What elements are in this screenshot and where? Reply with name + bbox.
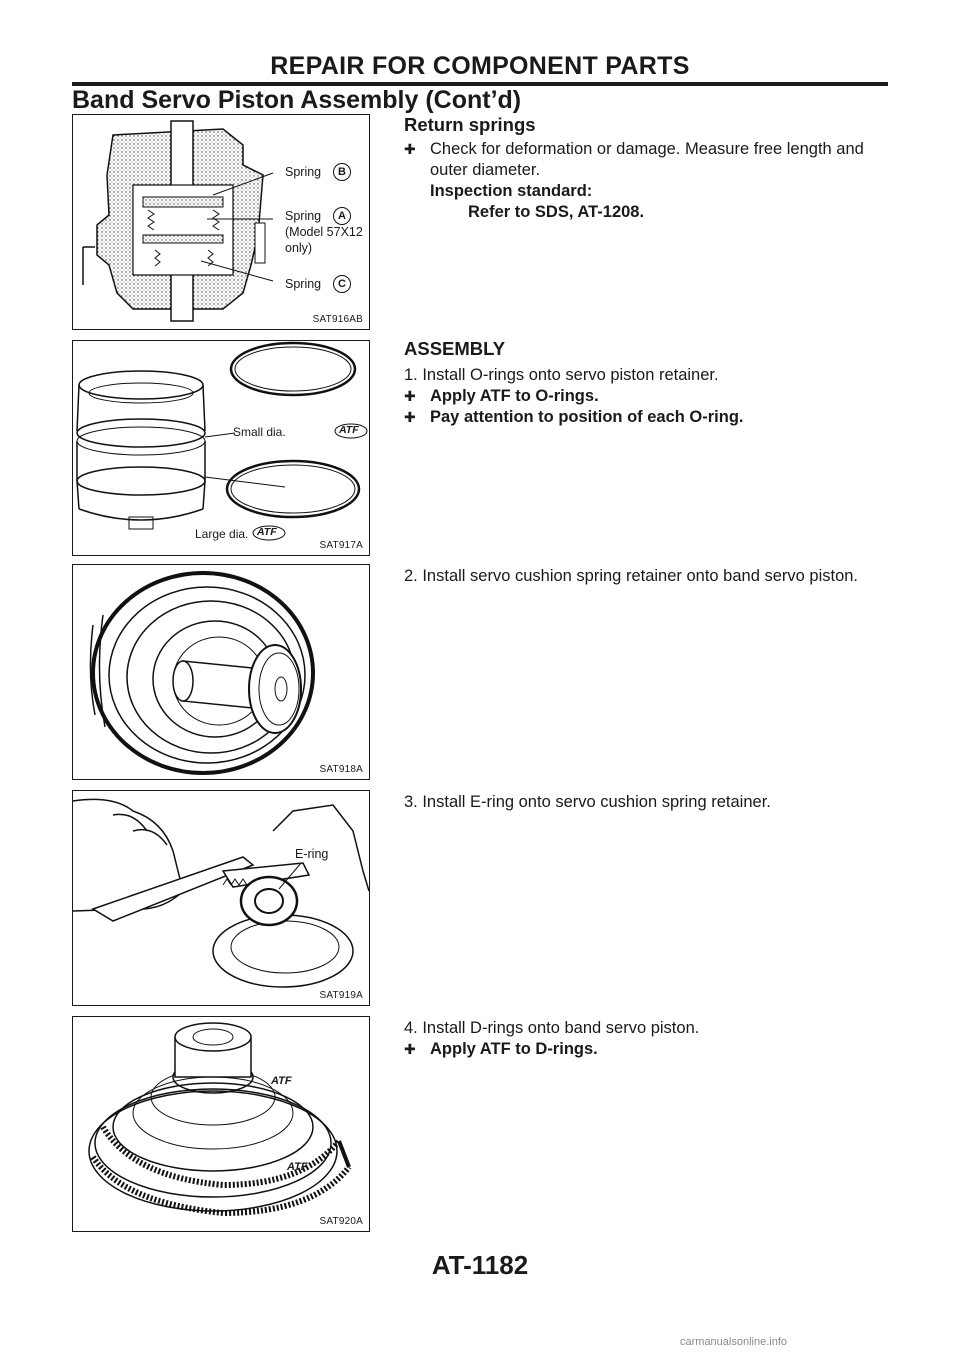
label-circle-a: A — [333, 207, 351, 225]
bullet-icon: ✚ — [404, 1041, 416, 1057]
figure-e-ring — [72, 790, 370, 1006]
label-spring-a: Spring — [285, 209, 322, 223]
label-circle-c: C — [333, 275, 351, 293]
e-ring-installation-illustration — [73, 791, 369, 1005]
label-atf-small: ATF — [339, 424, 359, 436]
return-springs-section — [404, 114, 888, 223]
servo-cross-section-illustration — [73, 115, 369, 329]
label-spring-c: Spring — [285, 277, 322, 291]
watermark: carmanualsonline.info — [680, 1336, 788, 1348]
page-number: AT-1182 — [431, 1250, 529, 1280]
label-spring-b: Spring — [285, 165, 322, 179]
figure-id: SAT919A — [319, 990, 363, 1001]
step-2: 2. Install servo cushion spring retainer onto band servo piston. — [404, 567, 859, 585]
step-4: 4. Install D-rings onto band servo piston. — [404, 1019, 700, 1037]
step-3: 3. Install E-ring onto servo cushion spring retainer. — [404, 793, 771, 811]
inspection-standard-label: Inspection standard: — [430, 182, 593, 200]
assembly-section — [404, 338, 888, 428]
label-circle-b: B — [333, 163, 351, 181]
assembly-heading: ASSEMBLY — [404, 338, 506, 359]
return-springs-bullet: ✚ Check for deformation or damage. Measure free length and outer diameter. — [404, 140, 864, 179]
bullet-icon: ✚ — [404, 409, 416, 425]
label-atf-upper: ATF — [271, 1075, 292, 1087]
figure-id: SAT917A — [319, 540, 363, 551]
label-small-dia: Small dia. — [233, 425, 286, 439]
figure-return-springs — [72, 114, 370, 330]
figure-spring-retainer — [72, 564, 370, 780]
step-1-bullet-1: ✚ Apply ATF to O-rings. — [404, 387, 599, 405]
label-large-dia: Large dia. — [195, 527, 249, 541]
step-4-section — [404, 1018, 888, 1060]
label-atf-large: ATF — [257, 526, 277, 538]
spring-retainer-illustration — [73, 565, 369, 779]
return-springs-heading: Return springs — [404, 114, 536, 135]
section-title: REPAIR FOR COMPONENT PARTS — [270, 52, 690, 80]
figure-id: SAT916AB — [312, 314, 363, 325]
inspection-standard-value: Refer to SDS, AT-1208. — [468, 203, 645, 221]
step-4-bullet-1: ✚ Apply ATF to D-rings. — [404, 1040, 598, 1058]
figure-id: SAT918A — [319, 764, 363, 775]
step-1: 1. Install O-rings onto servo piston retainer. — [404, 366, 719, 384]
label-model-note-1: (Model 57X12 — [285, 225, 363, 239]
bullet-icon: ✚ — [404, 388, 416, 404]
figure-d-rings — [72, 1016, 370, 1232]
label-e-ring: E-ring — [295, 847, 329, 861]
label-atf-lower: ATF — [287, 1161, 308, 1173]
figure-id: SAT920A — [319, 1216, 363, 1227]
step-1-bullet-2: ✚ Pay attention to position of each O-ring. — [404, 408, 744, 426]
d-ring-piston-illustration — [73, 1017, 369, 1231]
page-subtitle: Band Servo Piston Assembly (Cont’d) — [72, 86, 522, 114]
figure-o-rings — [72, 340, 370, 556]
label-model-note-2: only) — [285, 241, 313, 255]
o-ring-retainer-illustration — [73, 341, 369, 555]
bullet-icon: ✚ — [404, 141, 416, 157]
